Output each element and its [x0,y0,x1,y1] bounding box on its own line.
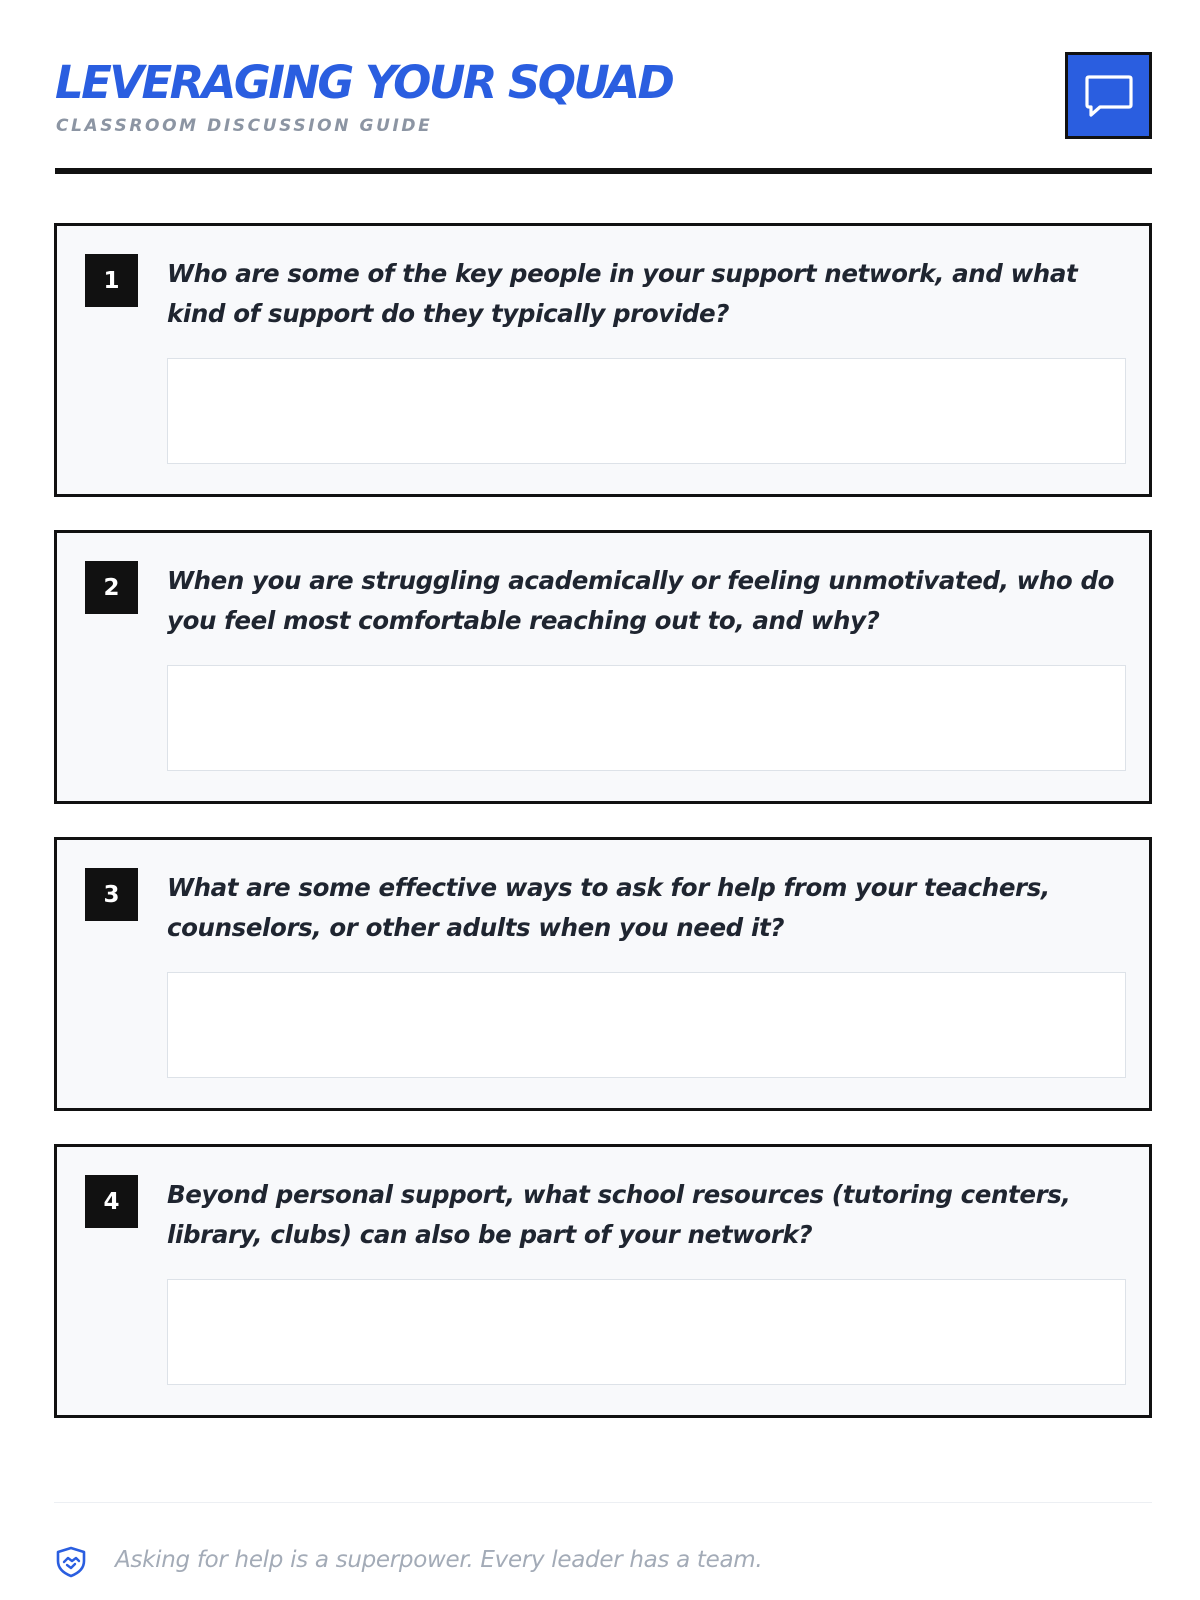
footer-divider [54,1502,1152,1503]
question-number-badge: 4 [85,1175,138,1228]
question-number-badge: 1 [85,254,138,307]
page-subtitle: CLASSROOM DISCUSSION GUIDE [56,116,433,136]
question-number-badge: 3 [85,868,138,921]
page-title: LEVERAGING YOUR SQUAD [55,56,673,109]
question-card-2 [54,530,1152,804]
answer-box[interactable] [167,665,1126,771]
question-text: Beyond personal support, what school resources (tutoring centers, library, clubs) can also be part of your network? [167,1180,1071,1249]
answer-box[interactable] [167,1279,1126,1385]
question-text: Who are some of the key people in your support network, and what kind of support do they typically provide? [167,259,1078,328]
header-divider [55,168,1152,174]
chat-badge [1065,52,1152,139]
question-text: What are some effective ways to ask for help from your teachers, counselors, or other adults when you need it? [167,873,1050,942]
question-text: When you are struggling academically or feeling unmotivated, who do you feel most comfortable reaching out to, and why? [167,566,1115,635]
footer-tagline: Asking for help is a superpower. Every leader has a team. [115,1547,763,1573]
header [55,52,1152,177]
question-card-4 [54,1144,1152,1418]
handshake-shield-icon [54,1545,88,1579]
question-card-1 [54,223,1152,497]
chat-bubble-icon [1084,73,1134,119]
answer-box[interactable] [167,972,1126,1078]
question-card-3 [54,837,1152,1111]
answer-box[interactable] [167,358,1126,464]
question-number-badge: 2 [85,561,138,614]
